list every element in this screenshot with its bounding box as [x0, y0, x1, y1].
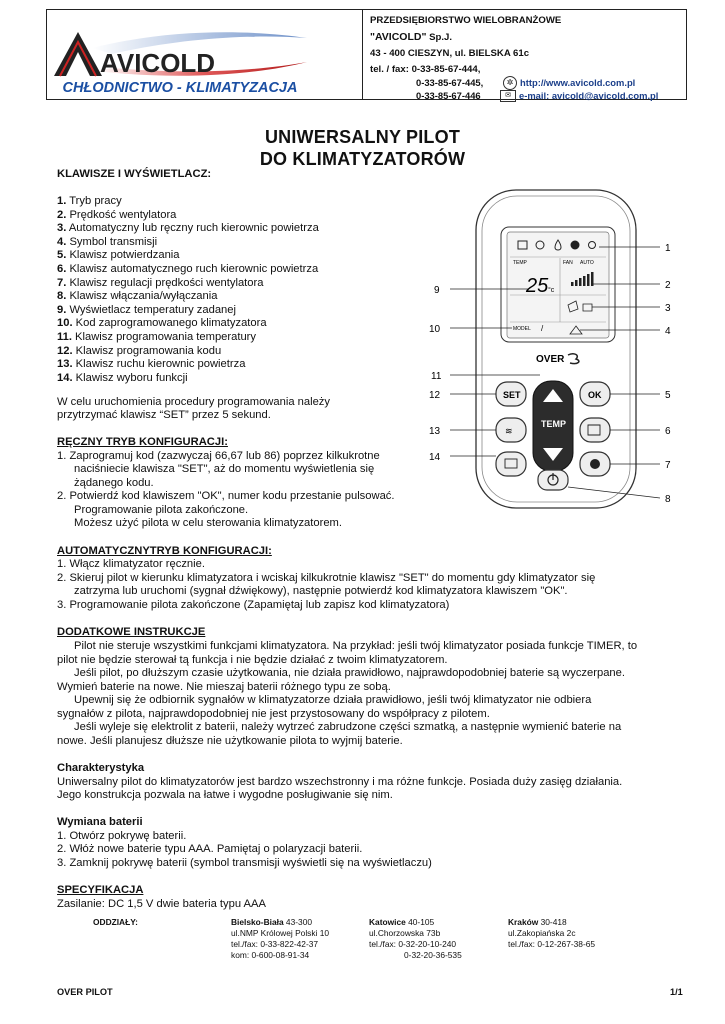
battery-heading: Wymiana baterii: [57, 816, 143, 828]
keys-heading: KLAWISZE I WYŚWIETLACZ:: [57, 168, 212, 180]
key-item: [57, 195, 122, 209]
keys-note-line1: W celu uruchomienia procedury programowania należy: [57, 396, 330, 408]
callout-7: 7: [665, 460, 671, 471]
callout-8: 8: [665, 494, 671, 505]
manual-line2: naciśniecie klawisza "SET", aż do momentu wyświetlenia się: [74, 463, 375, 475]
branch-bielsko-kom: kom: 0-600-08-91-34: [231, 950, 310, 960]
features-line1: Uniwersalny pilot do klimatyzatorów jest bardzo wszechstronny i ma różne funkcje. Posiada duży zasięg działania.: [57, 776, 623, 788]
callout-6: 6: [665, 426, 671, 437]
auto-line3: zatrzyma lub uruchomi (sygnał dźwiękowy), następnie potwierdź kod klimatyzatora klawiszem "OK".: [74, 585, 568, 597]
branch-krakow-tel: tel./fax: 0-12-267-38-65: [508, 939, 596, 949]
branch-bielsko-city: Bielsko-Biała: [231, 917, 284, 927]
phone-line1: tel. / fax: 0-33-85-67-444,: [370, 64, 481, 75]
callout-3: 3: [665, 303, 671, 314]
branch-katowice-zip: 40-105: [405, 917, 435, 927]
branch-krakow-addr: ul.Zakopiańska 2c: [508, 928, 576, 938]
spec-line1: Zasilanie: DC 1,5 V dwie bateria typu AAA: [57, 898, 266, 910]
features-heading: Charakterystyka: [57, 762, 145, 774]
key-item-number: 9.: [57, 303, 67, 316]
company-form: Sp.J.: [426, 32, 453, 43]
callout-4: 4: [665, 326, 671, 337]
key-item-text: Klawisz programowania temperatury: [71, 331, 256, 343]
manual-line3: żądanego kodu.: [74, 477, 154, 489]
phone-line2: 0-33-85-67-445,: [416, 77, 484, 88]
set-button-label: SET: [503, 390, 521, 400]
website-link[interactable]: http://www.avicold.com.pl: [520, 77, 636, 88]
key-item-number: 2.: [57, 208, 67, 221]
battery-line1: 1. Otwórz pokrywę baterii.: [57, 830, 187, 842]
key-item: [57, 236, 157, 250]
auto-swing-button-shape: [580, 418, 610, 442]
key-item: [57, 331, 256, 345]
fan-button-icon: [590, 459, 600, 469]
key-item-text: Kod zaprogramowanego klimatyzatora: [72, 317, 267, 330]
temp-rocker-label: TEMP: [541, 419, 567, 429]
extra-line8: nowe. Jeśli planujesz dłuższe nie użytkowanie pilota to wyjmij baterie.: [57, 735, 403, 747]
tagline: CHŁODNICTWO - KLIMATYZACJA: [62, 80, 298, 96]
branch-katowice-tel2: 0-32-20-36-535: [404, 950, 462, 960]
key-item: [57, 317, 267, 331]
key-item-number: 11.: [57, 331, 72, 343]
lcd-fan-label: FAN: [563, 260, 573, 266]
remote-diagram: [420, 182, 680, 512]
key-item-number: 8.: [57, 290, 67, 303]
key-item-text: Wyświetlacz temperatury zadanej: [66, 303, 236, 316]
logo-text: AVICOLD: [100, 48, 216, 78]
extra-line6: sygnałów z pilota, najprawdopodobniej nie jest przystosowany do współpracy z pilotem.: [57, 708, 490, 720]
key-item-text: Tryb pracy: [66, 195, 122, 207]
company-address: 43 - 400 CIESZYN, ul. BIELSKA 61c: [370, 48, 530, 59]
company-line1: PRZEDSIĘBIORSTWO WIELOBRANŻOWE: [370, 15, 562, 26]
key-item: [57, 277, 263, 291]
key-item-number: 6.: [57, 263, 67, 275]
branch-bielsko: [231, 917, 329, 961]
brand-label: OVER: [536, 354, 565, 365]
key-item-text: Klawisz wyboru funkcji: [72, 371, 188, 384]
callout-10: 10: [429, 324, 441, 335]
key-item-number: 1.: [57, 195, 67, 207]
page-number: 1/1: [670, 987, 683, 997]
key-item: [57, 222, 319, 236]
extra-line2: pilot nie będzie sterował tą funkcja i nie będzie działać z twoim klimatyzatorem.: [57, 654, 448, 666]
branch-bielsko-tel: tel./fax: 0-33-822-42-37: [231, 939, 319, 949]
key-item-text: Klawisz programowania kodu: [72, 344, 222, 357]
key-item: [57, 358, 245, 372]
branch-bielsko-zip: 43-300: [283, 917, 313, 927]
phone-line3: 0-33-85-67-446: [416, 90, 481, 101]
branch-krakow: [508, 917, 595, 950]
auto-line4: 3. Programowanie pilota zakończone (Zapamiętaj lub zapisz kod klimatyzatora): [57, 599, 450, 611]
callout-12: 12: [429, 390, 441, 401]
spec-heading: SPECYFIKACJA: [57, 884, 144, 896]
key-item: [57, 209, 176, 223]
ok-button-label: OK: [588, 390, 602, 400]
battery-line2: 2. Włóż nowe baterie typu AAA. Pamiętaj o polaryzacji baterii.: [57, 843, 363, 855]
key-item: [57, 345, 221, 359]
key-item-number: 13.: [57, 358, 73, 371]
extra-line5: Upewnij się że odbiornik sygnałów w klimatyzatorze działa prawidłowo, jeśli twój klimatyzator nie odbiera: [74, 694, 592, 706]
key-item-number: 10.: [57, 317, 73, 330]
key-item: [57, 304, 236, 318]
key-item: [57, 290, 217, 304]
company-name-line: [370, 30, 452, 45]
callout-2: 2: [665, 280, 671, 291]
extra-line7: Jeśli wyleje się elektrolit z baterii, należy wytrzeć zabrudzone części szmatką, a następnie wymienić baterie na: [74, 721, 622, 733]
key-item-text: Klawisz włączania/wyłączania: [66, 290, 218, 303]
extra-heading: DODATKOWE INSTRUKCJE: [57, 626, 206, 638]
branch-krakow-zip: 30-418: [538, 917, 567, 927]
extra-line1: Pilot nie steruje wszystkimi funkcjami klimatyzatora. Na przykład: jeśli twój klimatyzator posiada funkcje TIMER, to: [74, 640, 638, 652]
extra-line4: Wymień baterie na nowe. Nie mieszaj baterii różnego typu ze sobą.: [57, 681, 391, 693]
auto-line2: 2. Skieruj pilot w kierunku klimatyzatora i wciskaj kilkukrotnie klawisz "SET" do momentu gdy klimatyzator się: [57, 572, 596, 584]
branch-katowice: [369, 917, 462, 961]
manual-line1: 1. Zaprogramuj kod (zazwyczaj 66,67 lub 86) poprzez kilkukrotne: [57, 450, 380, 462]
company-name: "AVICOLD": [370, 31, 427, 43]
key-item-text: Klawisz automatycznego ruch kierownic powietrza: [66, 263, 319, 275]
email-link[interactable]: e-mail: avicold@avicold.com.pl: [519, 90, 659, 101]
key-item-number: 7.: [57, 276, 67, 289]
keys-note-line2: przytrzymać klawisz “SET” przez 5 sekund.: [57, 409, 271, 421]
key-item-text: Klawisz regulacji prędkości wentylatora: [66, 276, 264, 289]
key-item-text: Klawisz ruchu kierownic powietrza: [72, 358, 246, 371]
header-divider: [362, 9, 363, 100]
manual-line6: Możesz użyć pilota w celu sterowania klimatyzatorem.: [74, 517, 342, 529]
manual-line4: 2. Potwierdź kod klawiszem "OK", numer kodu przestanie pulsować.: [57, 490, 395, 502]
mode-button-shape: [496, 452, 526, 476]
key-item-text: Klawisz potwierdzania: [66, 249, 180, 262]
key-item: [57, 249, 180, 263]
callout-13: 13: [429, 426, 441, 437]
manual-heading: RĘCZNY TRYB KONFIGURACJI:: [57, 436, 228, 448]
extra-line3: Jeśli pilot, po dłuższym czasie użytkowania, nie działa prawidłowo, najprawdopodobniej baterie są wyczerpane.: [74, 667, 625, 679]
branch-krakow-city: Kraków: [508, 917, 539, 927]
key-item-number: 12.: [57, 344, 73, 357]
lcd-model-label: MODEL: [513, 326, 531, 332]
callout-11: 11: [431, 371, 442, 382]
key-item-text: Automatyczny lub ręczny ruch kierownic powietrza: [66, 222, 319, 235]
manual-line5: Programowanie pilota zakończone.: [74, 504, 249, 516]
key-item-number: 4.: [57, 235, 67, 248]
key-item-number: 3.: [57, 222, 67, 235]
battery-line3: 3. Zamknij pokrywę baterii (symbol transmisji wyświetli się na wyświetlaczu): [57, 857, 432, 869]
branches-label: ODDZIAŁY:: [93, 917, 138, 927]
lcd-temp-label: TEMP: [513, 260, 527, 266]
lcd-auto-label: AUTO: [580, 260, 594, 266]
key-item-text: Symbol transmisji: [66, 235, 158, 248]
callout-1: 1: [665, 243, 671, 254]
auto-heading: AUTOMATYCZNYTRYB KONFIGURACJI:: [57, 545, 272, 557]
branch-katowice-addr: ul.Chorzowska 73b: [369, 928, 441, 938]
callout-5: 5: [665, 390, 671, 401]
callout-14: 14: [429, 452, 441, 463]
globe-icon: ✲: [503, 76, 517, 90]
key-item: [57, 263, 318, 277]
page-title-line2: DO KLIMATYZATORÓW: [259, 149, 466, 169]
transmit-icon: /: [541, 324, 544, 333]
avicold-logo: [52, 24, 312, 80]
key-item-text: Prędkość wentylatora: [66, 208, 177, 221]
key-item-number: 14.: [57, 371, 73, 384]
lcd-temp-unit: °c: [548, 287, 555, 294]
branch-katowice-tel: tel./fax: 0-32-20-10-240: [369, 939, 457, 949]
branch-katowice-city: Katowice: [369, 917, 406, 927]
footer-label: OVER PILOT: [57, 987, 113, 997]
key-item-number: 5.: [57, 249, 67, 262]
auto-line1: 1. Włącz klimatyzator ręcznie.: [57, 558, 205, 570]
swing-button-icon: ≋: [505, 426, 513, 436]
lcd-temp-value: 25: [526, 275, 549, 297]
page-title-line1: UNIWERSALNY PILOT: [264, 127, 461, 147]
key-item: [57, 372, 188, 386]
mail-icon: ✉: [500, 90, 516, 102]
callout-9: 9: [434, 285, 440, 296]
features-line2: Jego konstrukcja pozwala na łatwe i wygodne posługiwanie się nim.: [57, 789, 393, 801]
branch-bielsko-addr: ul.NMP Królowej Polski 10: [231, 928, 330, 938]
fan-mode-icon: [571, 241, 579, 249]
